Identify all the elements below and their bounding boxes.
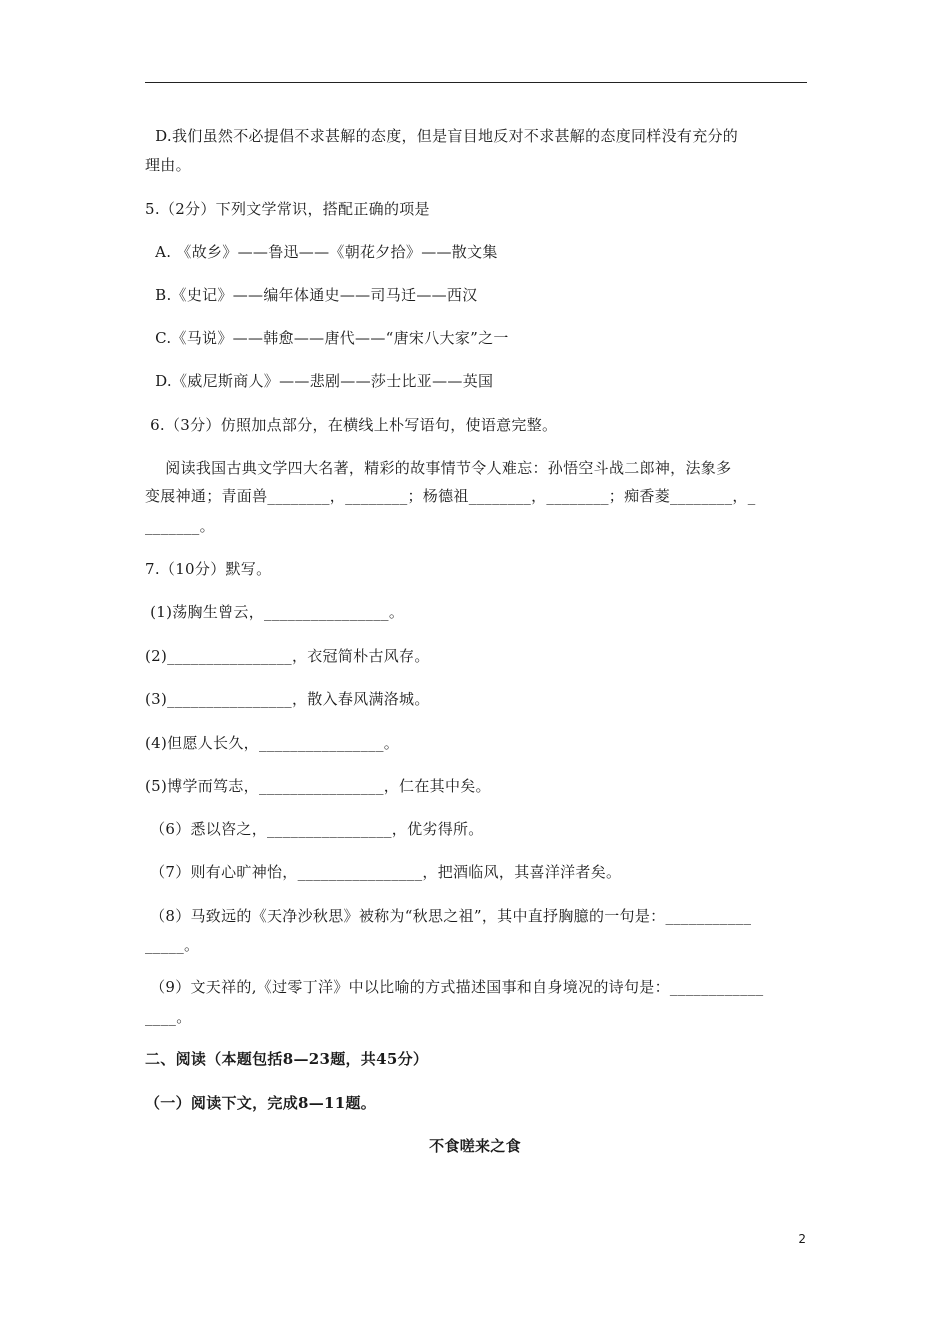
header-rule xyxy=(145,82,807,83)
q4-option-d-line1: D.我们虽然不必提倡不求甚解的态度，但是盲目地反对不求甚解的态度同样没有充分的 xyxy=(145,127,739,145)
q5-option-d: D.《威尼斯商人》——悲剧——莎士比亚——英国 xyxy=(145,372,494,390)
question-7: 7.（10分）默写。 xyxy=(145,560,272,578)
q7-item-1: (1)荡胸生曾云，________________。 xyxy=(145,603,405,621)
q5-option-a: A. 《故乡》——鲁迅——《朝花夕拾》——散文集 xyxy=(145,243,498,261)
q7-item-2: (2)________________，衣冠简朴古风存。 xyxy=(145,647,430,665)
q7-item-9-line1: （9）文天祥的,《过零丁洋》中以比喻的方式描述国事和自身境况的诗句是：____________ xyxy=(145,978,764,996)
q6-paragraph-line1: 阅读我国古典文学四大名著，精彩的故事情节令人难忘：孙悟空斗战二郎神，法象多 xyxy=(145,459,732,477)
q7-item-8-line1: （8）马致远的《天净沙秋思》被称为“秋思之祖”，其中直抒胸臆的一句是：___________ xyxy=(145,907,752,925)
section-2-part-1-heading: （一）阅读下文，完成8—11题。 xyxy=(145,1094,377,1112)
page-number: 2 xyxy=(798,1232,806,1246)
q6-paragraph-line2: 变展神通；青面兽________，________；杨德祖________，________；痴香菱________，_ xyxy=(145,487,756,505)
q7-item-9-line2: ____。 xyxy=(145,1008,192,1026)
section-2-heading: 二、阅读（本题包括8—23题，共45分） xyxy=(145,1050,429,1068)
question-5: 5.（2分）下列文学常识，搭配正确的项是 xyxy=(145,200,430,218)
q7-item-7: （7）则有心旷神怡，________________，把酒临风，其喜洋洋者矣。 xyxy=(145,863,622,881)
q4-option-d-line2: 理由。 xyxy=(145,156,191,174)
q5-option-c: C.《马说》——韩愈——唐代——“唐宋八大家”之一 xyxy=(145,329,509,347)
q6-paragraph-line3: _______。 xyxy=(145,517,215,535)
q7-item-4: (4)但愿人长久，________________。 xyxy=(145,734,400,752)
q7-item-5: (5)博学而笃志，________________，仁在其中矣。 xyxy=(145,777,491,795)
q7-item-6: （6）悉以咨之，________________，优劣得所。 xyxy=(145,820,484,838)
q7-item-8-line2: _____。 xyxy=(145,936,200,954)
passage-title: 不食嗟来之食 xyxy=(429,1137,521,1155)
q5-option-b: B.《史记》——编年体通史——司马迁——西汉 xyxy=(145,286,478,304)
question-6: 6.（3分）仿照加点部分，在横线上朴写语句，使语意完整。 xyxy=(145,416,558,434)
q7-item-3: (3)________________，散入春风满洛城。 xyxy=(145,690,430,708)
